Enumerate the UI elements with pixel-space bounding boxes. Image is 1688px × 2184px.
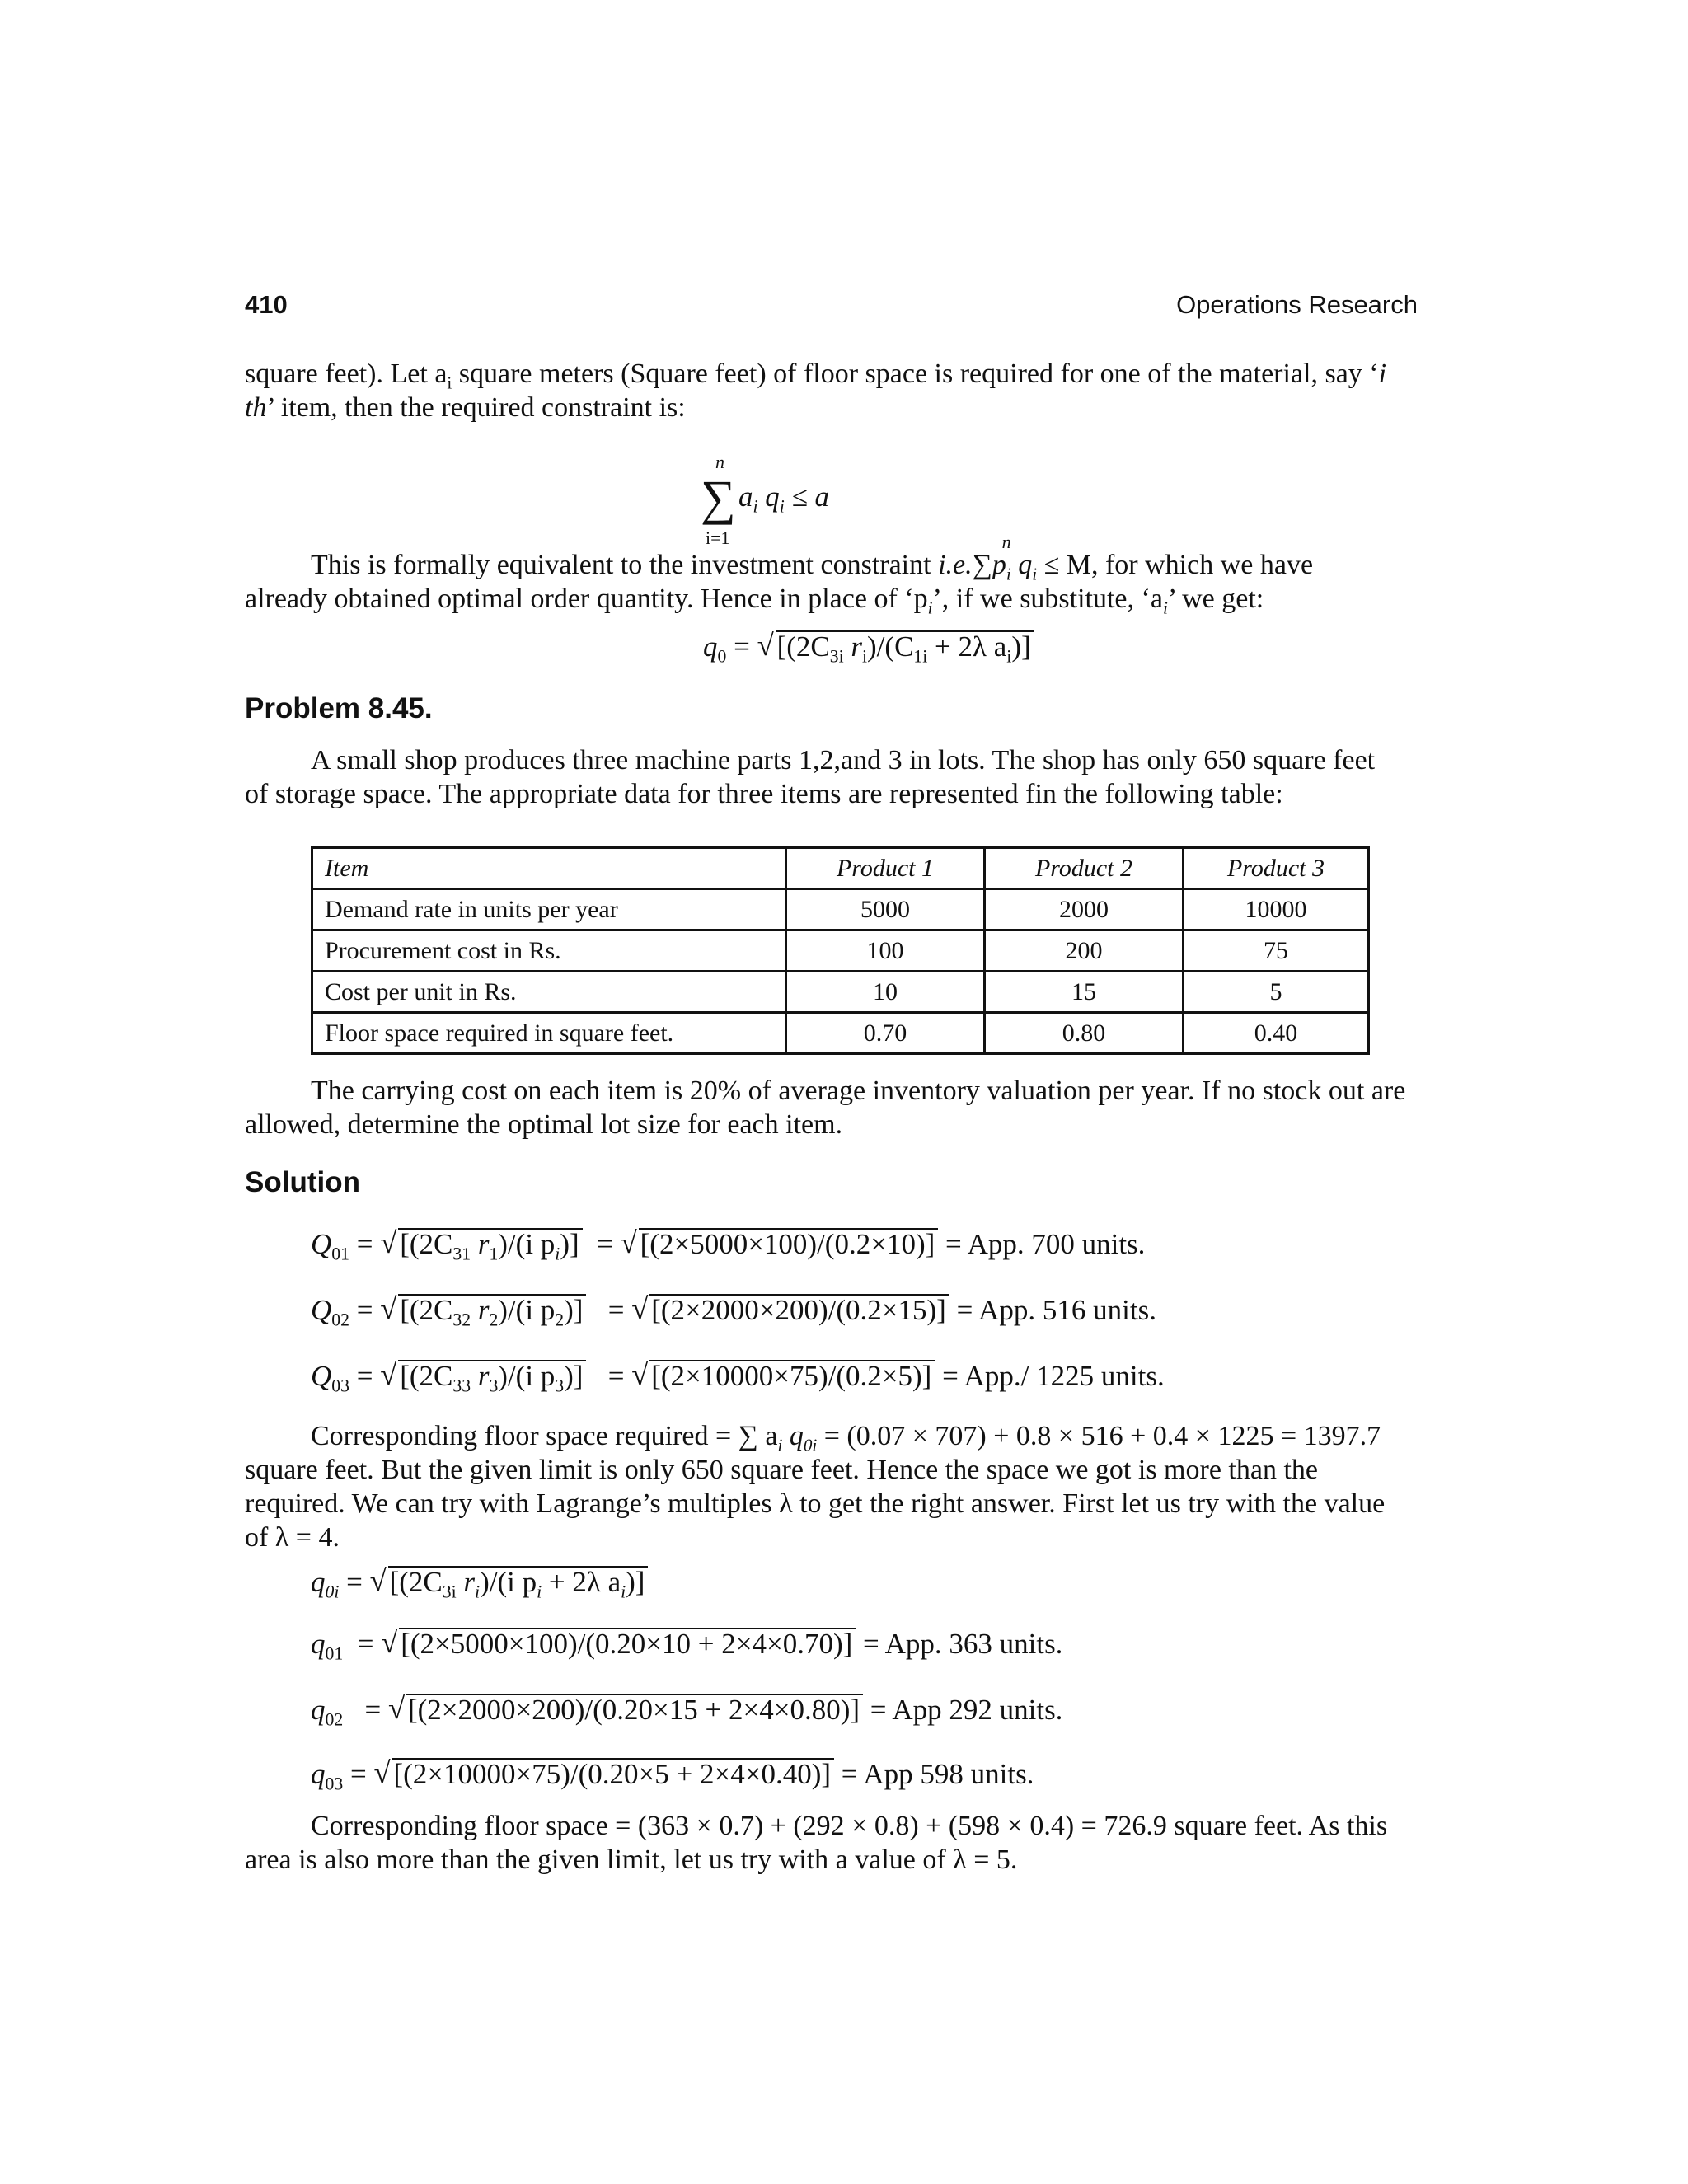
solution-heading: Solution <box>245 1166 360 1198</box>
q01-lambda-formula: $q_{01}$ = √ [(2×5000×100)/(0.20×10 + 2×4×0.70)] = App. 363 units. <box>311 1628 1062 1661</box>
carrying-cost-paragraph: The carrying cost on each item is 20% of average inventory valuation per year. If no stock out are allowed, determine the optimal lot size for each item. <box>245 1076 1406 1140</box>
q03-lambda-formula: $q_{03}$ = √ [(2×10000×75)/(0.20×5 + 2×4×0.40)] = App 598 units. <box>311 1758 1034 1791</box>
running-title: Operations Research <box>1176 290 1418 319</box>
q0i-formula: $q_{0i}$ = √ [($2C_{3i}$ $r_i)/(i$ $p_i + 2\lambda$ $a_i$)] <box>311 1566 648 1599</box>
q02-formula: $Q_{02}$ = √ [($2C_{32}$ $r_2)/(i$ $p_2$)] = √ [(2×2000×200)/(0.2×15)] = App. 516 units. <box>311 1294 1156 1327</box>
q03-formula: $Q_{03}$ = √ [($2C_{33}$ $r_3)/(i$ $p_3$)] = √ [(2×10000×75)/(0.2×5)] = App./ 1225 units. <box>311 1360 1165 1393</box>
problem-paragraph: A small shop produces three machine parts 1,2,and 3 in lots. The shop has only 650 square feet of storage space. The appropriate data for three items are represented fin the following table: <box>245 745 1376 809</box>
problem-heading: Problem 8.45. <box>245 692 433 724</box>
floor-space-paragraph: Corresponding floor space required = ∑ $a_i$ $q_{0i} = (0.07 \times 707) + 0.8 \times 516 + 0.4 \times 1225 = 1397.7$ square feet. But the given limit is only 650 square feet. Hence the space we got is more than the required. We can try with Lagrange’s multiples λ to get the right answer. First let us try with the value of λ = 4. <box>245 1421 1386 1553</box>
page-number: 410 <box>245 290 288 319</box>
table-row: Cost per unit in Rs. 10 15 5 <box>312 972 1369 1013</box>
q01-formula: $Q_{01}$ = √ [($2C_{31}$ $r_1)/(i$ $p_i$)] = √ [(2×5000×100)/(0.2×10)] = App. 700 units. <box>311 1228 1145 1261</box>
table-row: Demand rate in units per year 5000 2000 10000 <box>312 889 1369 930</box>
table-header-row: Item Product 1 Product 2 Product 3 <box>312 848 1369 889</box>
equivalence-paragraph: This is formally equivalent to the investment constraint i.e. n $\sum p_i$ $q_i \le M$, for which we have already obtained optimal order quantity. Hence in place of ‘$p_i$’, if we substitute, ‘$a_i$’ we get: <box>245 532 1314 618</box>
table-row: Procurement cost in Rs. 100 200 75 <box>312 930 1369 972</box>
q0-formula: $q_0$ = √ [($2C_{3i}$ $r_i)/(C_{1i} + 2\lambda$ $a_i$)] <box>703 630 1034 663</box>
sqrt-symbol: √ [($2C_{3i}$ $r_i)/(C_{1i} + 2\lambda$ $a_i$)] <box>757 630 1034 663</box>
data-table <box>311 846 1370 1055</box>
document-page: 410 Operations Research square feet). Let $a_i$ square meters (Square feet) of floor space is required for one of the material, say ‘i th’ item, then the required constraint is: n ∑ i=1 $a_i$ $q_i \le a$ This is formally equivalent to the investment constraint i.e. n $\sum p_i$ $q_i \le M$, for which we have already obtained optimal order quantity. Hence in place of ‘$p_i$’, if we substitute, ‘$a_i$’ we get: $q_0$ = √ [($2C_{3i}$ $r_i)/(C_{1i} + 2\lambda$ $a_i$)] Problem 8.45. A small shop produces three machine parts 1,2,and 3 in lots. The shop has only 650 square feet of storage space. The appropriate data for three items are represented fin the following table: Item Product 1 Product 2 Product 3 Demand rate in units per year 5000 2000 10000 Procurement cost in Rs. 100 200 75 Cost per unit in Rs. 10 15 5 Floor space required in square feet. 0.70 0.80 0.40 The carrying cost on each item is 20% of average inventory valuation per year. If no stock out are allowed, determine the optimal lot size for each item. Solution $Q_{01}$ = √ [($2C_{31}$ $r_1)/(i$ $p_i$)] = √ [(2×5000×100)/(0.2×10)] = App. 700 units. $Q_{02}$ = √ [($2C_{32}$ $r_2)/(i$ $p_2$)] = √ [(2×2000×200)/(0.2×15)] = App. 516 units. $Q_{03}$ = √ [($2C_{33}$ $r_3)/(i$ $p_3$)] = √ [(2×10000×75)/(0.2×5)] = App./ 1225 units. Corresponding floor space required = ∑ $a_i$ $q_{0i} = (0.07 \times 707) + 0.8 \times 516 + 0.4 \times 1225 = 1397.7$ square feet. But the given limit is only 650 square feet. Hence the space we got is more than the required. We can try with Lagrange’s multiples λ to get the right answer. First let us try with the value of λ = 4. $q_{0i}$ = √ [($2C_{3i}$ $r_i)/(i$ $p_i + 2\lambda$ $a_i$)] $q_{01}$ = √ [(2×5000×100)/(0.20×10 + 2×4×0.70)] = App. 363 units. $q_{02}$ = √ [(2×2000×200)/(0.20×15 + 2×4×0.80)] = App 292 units. $q_{03}$ = √ [(2×10000×75)/(0.20×5 + 2×4×0.40)] = App 598 units. Corresponding floor space = (363 × 0.7) + (292 × 0.8) + (598 × 0.4) = 726.9 square feet. As this area is also more than the given limit, let us try with a value of λ = 5. <box>0 0 1688 2184</box>
table-row: Floor space required in square feet. 0.70 0.80 0.40 <box>312 1013 1369 1054</box>
intro-paragraph: square feet). Let $a_i$ square meters (Square feet) of floor space is required for one of the material, say ‘i th’ item, then the required constraint is: <box>245 359 1387 423</box>
sigma-symbol: ∑ <box>701 471 736 525</box>
final-paragraph: Corresponding floor space = (363 × 0.7) + (292 × 0.8) + (598 × 0.4) = 726.9 square feet. As this area is also more than the given limit, let us try with a value of λ = 5. <box>245 1811 1388 1875</box>
q02-lambda-formula: $q_{02}$ = √ [(2×2000×200)/(0.20×15 + 2×4×0.80)] = App 292 units. <box>311 1694 1062 1727</box>
